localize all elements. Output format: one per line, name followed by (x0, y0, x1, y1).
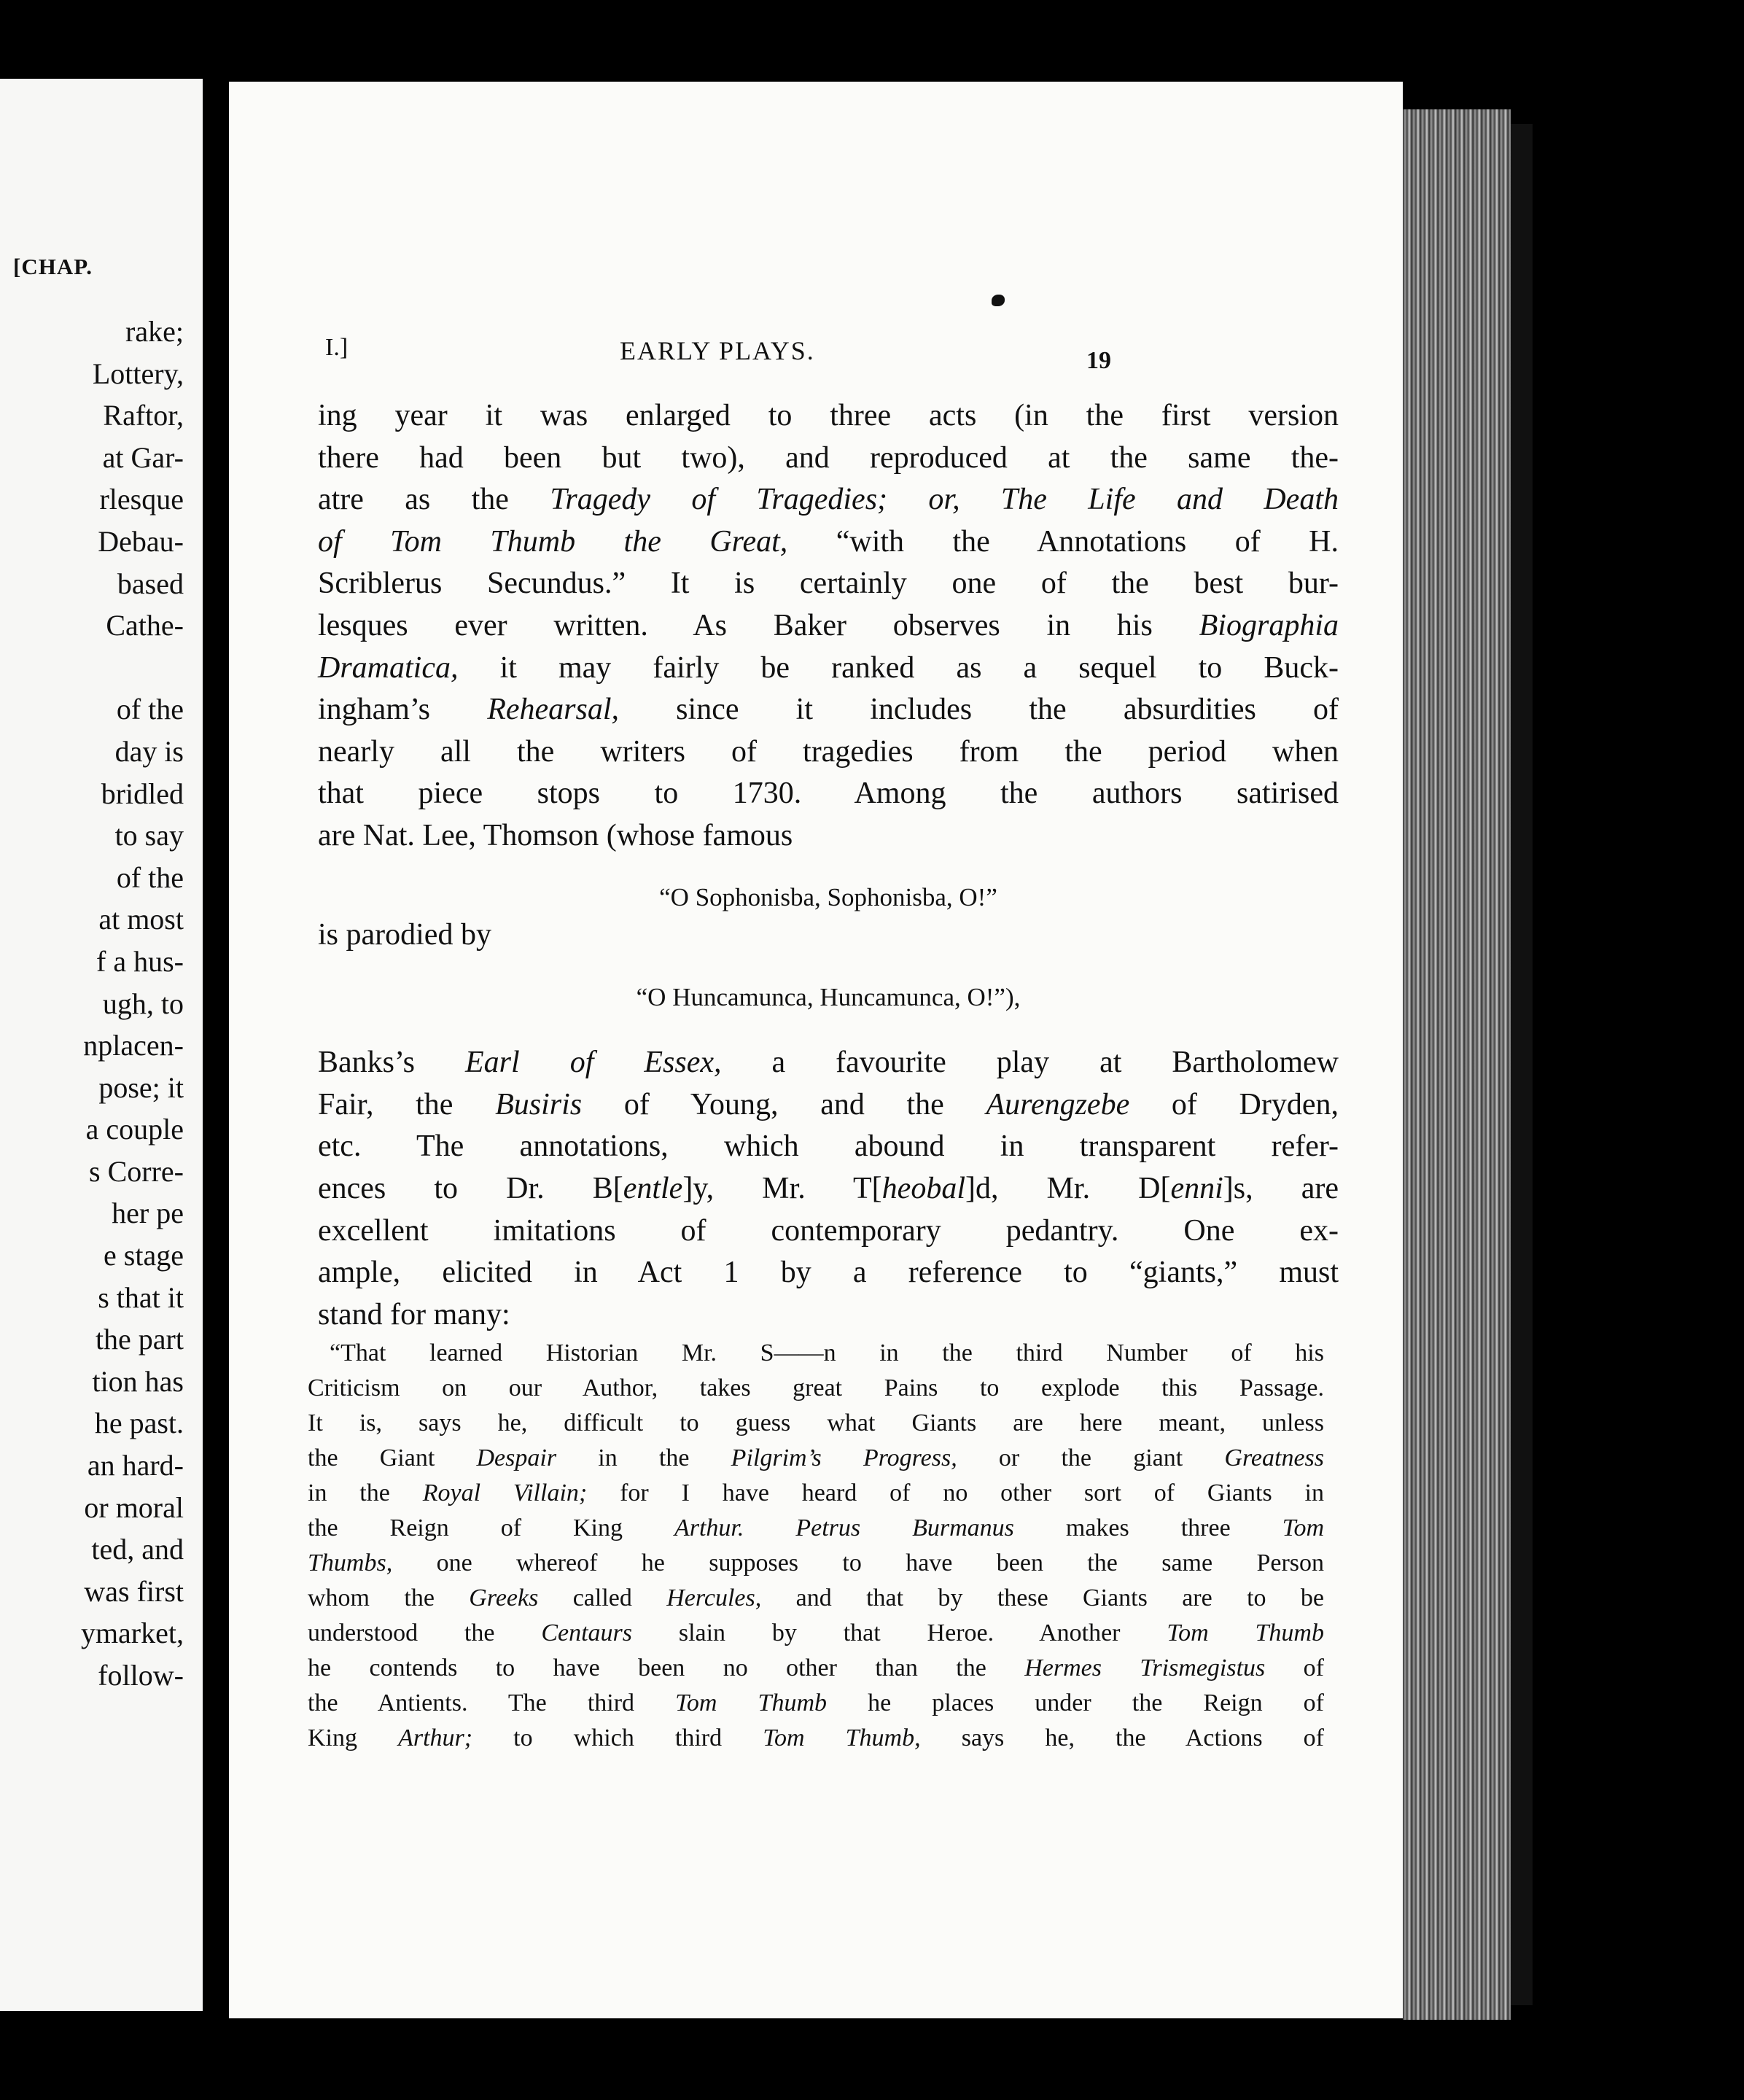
text-line (318, 521, 1339, 564)
italic-name: Arthur; (398, 1724, 473, 1751)
text-line: ample, elicited in Act 1 by a reference to “giants,” must (318, 1256, 1339, 1290)
italic-title: Aurengzebe (986, 1087, 1130, 1121)
text-line: nearly all the writers of tragedies from the period when (318, 734, 1339, 769)
text-line: is parodied by (318, 917, 491, 952)
text-line: ing year it was enlarged to three acts (in the first version (318, 399, 1339, 432)
italic-title: Tragedy of Tragedies; or, The Life and Death (550, 483, 1339, 517)
text-run: the Giant (308, 1444, 477, 1471)
left-page-line: was first (84, 1574, 184, 1608)
text-run: in the (556, 1444, 731, 1471)
extract-line: Criticism on our Author, takes great Pains to explode this Passage. (308, 1374, 1324, 1401)
text-run: says he, the Actions of (920, 1724, 1324, 1751)
italic-title: Dramatica, (318, 650, 459, 685)
text-run: ingham’s (318, 693, 488, 727)
extract-line (308, 1511, 1324, 1546)
text-run: he contends to have been no other than the (308, 1654, 1025, 1681)
text-run: Banks’s (318, 1046, 466, 1080)
text-run: ]s, are (1223, 1171, 1339, 1205)
text-run: the Reign of King (308, 1514, 674, 1541)
text-line (318, 1168, 1339, 1210)
italic-title: Pilgrim’s Progress, (731, 1444, 957, 1471)
text-run: atre as the (318, 483, 550, 517)
italic-title: Despair (476, 1444, 557, 1471)
italic-name: Tom Thumb (675, 1689, 828, 1716)
italic-name: Tom (1282, 1514, 1324, 1541)
extract-line (308, 1721, 1324, 1756)
italic-title: of Tom Thumb the Great, (318, 524, 788, 559)
italic-name: Hermes Trismegistus (1024, 1654, 1266, 1681)
left-page-line: based (117, 567, 184, 600)
text-line (318, 479, 1339, 521)
left-facing-page (0, 79, 203, 2011)
right-page (229, 82, 1403, 2018)
left-page-line: ted, and (91, 1533, 184, 1566)
text-line (318, 1084, 1339, 1127)
italic-name: Arthur. Petrus Burmanus (674, 1514, 1014, 1541)
left-page-line: Raftor, (103, 399, 184, 432)
text-line: that piece stops to 1730. Among the authors satirised (318, 777, 1339, 811)
left-page-line: bridled (101, 777, 184, 810)
verse-quote: “O Huncamunca, Huncamunca, O!”), (636, 983, 1021, 1012)
italic-title: Rehearsal, (487, 693, 619, 727)
extract-line (308, 1686, 1324, 1721)
italic-title: Greatness (1224, 1444, 1325, 1471)
text-run: he places under the Reign of (827, 1689, 1325, 1716)
text-run: slain by that Heroe. Another (632, 1619, 1167, 1646)
left-page-line: an hard- (87, 1449, 184, 1482)
text-run: of Dryden, (1129, 1087, 1339, 1121)
extract-line: “That learned Historian Mr. S——n in the third Number of his (330, 1339, 1324, 1366)
text-run: or the giant (957, 1444, 1225, 1471)
extract-line (308, 1441, 1324, 1476)
text-run: King (308, 1724, 399, 1751)
left-page-line: of the (116, 860, 184, 894)
text-run: a favourite play at Bartholomew (721, 1046, 1339, 1080)
left-page-line: ymarket, (80, 1617, 184, 1650)
text-run: and that by these Giants are to be (761, 1584, 1324, 1611)
text-line: etc. The annotations, which abound in transparent refer- (318, 1129, 1339, 1164)
left-page-line: of the (116, 693, 184, 726)
left-page-text (81, 311, 184, 1697)
text-run: in the (308, 1479, 423, 1506)
italic-name: Tom Thumb, (763, 1724, 921, 1751)
italic-title: Busiris (495, 1087, 583, 1121)
italic-name: heobal (881, 1171, 965, 1205)
text-line (318, 648, 1339, 690)
text-run: whom the (308, 1584, 470, 1611)
text-run: the Antients. The third (308, 1689, 676, 1716)
text-run: of (1265, 1654, 1324, 1681)
body-text (318, 395, 1339, 1336)
text-run: to which third (472, 1724, 763, 1751)
extract-line: It is, says he, difficult to guess what Giants are here meant, unless (308, 1409, 1324, 1436)
page-number: 19 (1086, 347, 1111, 374)
extract-line (308, 1651, 1324, 1686)
italic-title: Earl of Essex, (465, 1046, 722, 1080)
chapter-marker: I.] (325, 334, 349, 361)
extract-line (308, 1476, 1324, 1511)
text-run: ]d, Mr. D[ (965, 1171, 1171, 1205)
left-page-line: ugh, to (102, 987, 184, 1020)
ornament-mark (992, 295, 1005, 306)
block-quotation (308, 1336, 1324, 1756)
text-line: there had been but two), and reproduced at the same the- (318, 440, 1339, 475)
text-run: called (538, 1584, 667, 1611)
extract-line (308, 1616, 1324, 1651)
verse-quote: “O Sophonisba, Sophonisba, O!” (659, 882, 997, 911)
left-page-line: s that it (98, 1280, 184, 1314)
left-page-line: follow- (98, 1659, 184, 1692)
running-head (229, 334, 1403, 374)
italic-name: enni (1170, 1171, 1223, 1205)
left-page-line: tion has (92, 1364, 184, 1398)
left-page-line: Debau- (98, 524, 184, 558)
left-page-line: pose; it (98, 1070, 184, 1104)
book-gutter (203, 73, 229, 2027)
extract-line (308, 1546, 1324, 1581)
spacer (318, 1013, 1339, 1042)
left-page-line: Lottery, (92, 357, 184, 390)
italic-name: Hercules, (666, 1584, 762, 1611)
text-run: Fair, the (318, 1087, 496, 1121)
left-page-line: Cathe- (106, 609, 184, 642)
left-page-line: a couple (85, 1113, 184, 1146)
left-page-line: f a hus- (96, 944, 184, 978)
text-line (318, 689, 1339, 731)
left-page-line: or moral (84, 1490, 184, 1524)
left-page-running-head: [CHAP. (13, 254, 93, 279)
left-page-line: rlesque (99, 483, 184, 516)
left-page-line: nplacen- (83, 1029, 184, 1062)
text-line: Scriblerus Secundus.” It is certainly one of the best bur- (318, 567, 1339, 601)
text-run: for I have heard of no other sort of Giants in (587, 1479, 1324, 1506)
italic-name: Centaurs (541, 1619, 632, 1646)
text-line: are Nat. Lee, Thomson (whose famous (318, 818, 793, 852)
page-block-edges (1403, 109, 1511, 2020)
text-run: makes three (1013, 1514, 1282, 1541)
text-line: stand for many: (318, 1297, 510, 1331)
left-page-line: the part (95, 1323, 184, 1356)
left-page-line: at Gar- (102, 440, 184, 474)
italic-name: Tom Thumb (1167, 1619, 1324, 1646)
text-run: ences to Dr. B[ (318, 1171, 623, 1205)
text-run: one whereof he supposes to have been the same Person (392, 1549, 1324, 1576)
extract-line (308, 1581, 1324, 1616)
text-run: understood the (308, 1619, 542, 1646)
italic-title: Biographia (1199, 608, 1339, 642)
text-run: ]y, Mr. T[ (682, 1171, 882, 1205)
text-run: of Young, and the (582, 1087, 986, 1121)
left-page-line: s Corre- (89, 1154, 184, 1188)
left-page-line: to say (114, 819, 184, 852)
italic-name: Thumbs, (308, 1549, 393, 1576)
text-run: since it includes the absurdities of (618, 693, 1339, 727)
text-run: lesques ever written. As Baker observes in his (318, 608, 1199, 642)
text-run: “with the Annotations of H. (787, 524, 1339, 559)
running-title: EARLY PLAYS. (620, 336, 815, 365)
text-line: excellent imitations of contemporary pedantry. One ex- (318, 1213, 1339, 1248)
left-page-line: day is (114, 734, 184, 768)
left-page-line: rake; (125, 315, 184, 348)
italic-name: entle (623, 1171, 683, 1205)
text-run: it may fairly be ranked as a sequel to Buck- (458, 650, 1339, 685)
left-page-line: e stage (104, 1239, 184, 1272)
left-page-line: he past. (94, 1407, 184, 1440)
book-cover-edge (1511, 124, 1533, 2005)
italic-title: Royal Villain; (422, 1479, 588, 1506)
text-line (318, 605, 1339, 648)
text-line (318, 1042, 1339, 1084)
left-page-line: at most (98, 903, 184, 936)
left-page-line (81, 647, 184, 689)
left-page-line: her pe (112, 1197, 184, 1230)
italic-name: Greeks (469, 1584, 539, 1611)
